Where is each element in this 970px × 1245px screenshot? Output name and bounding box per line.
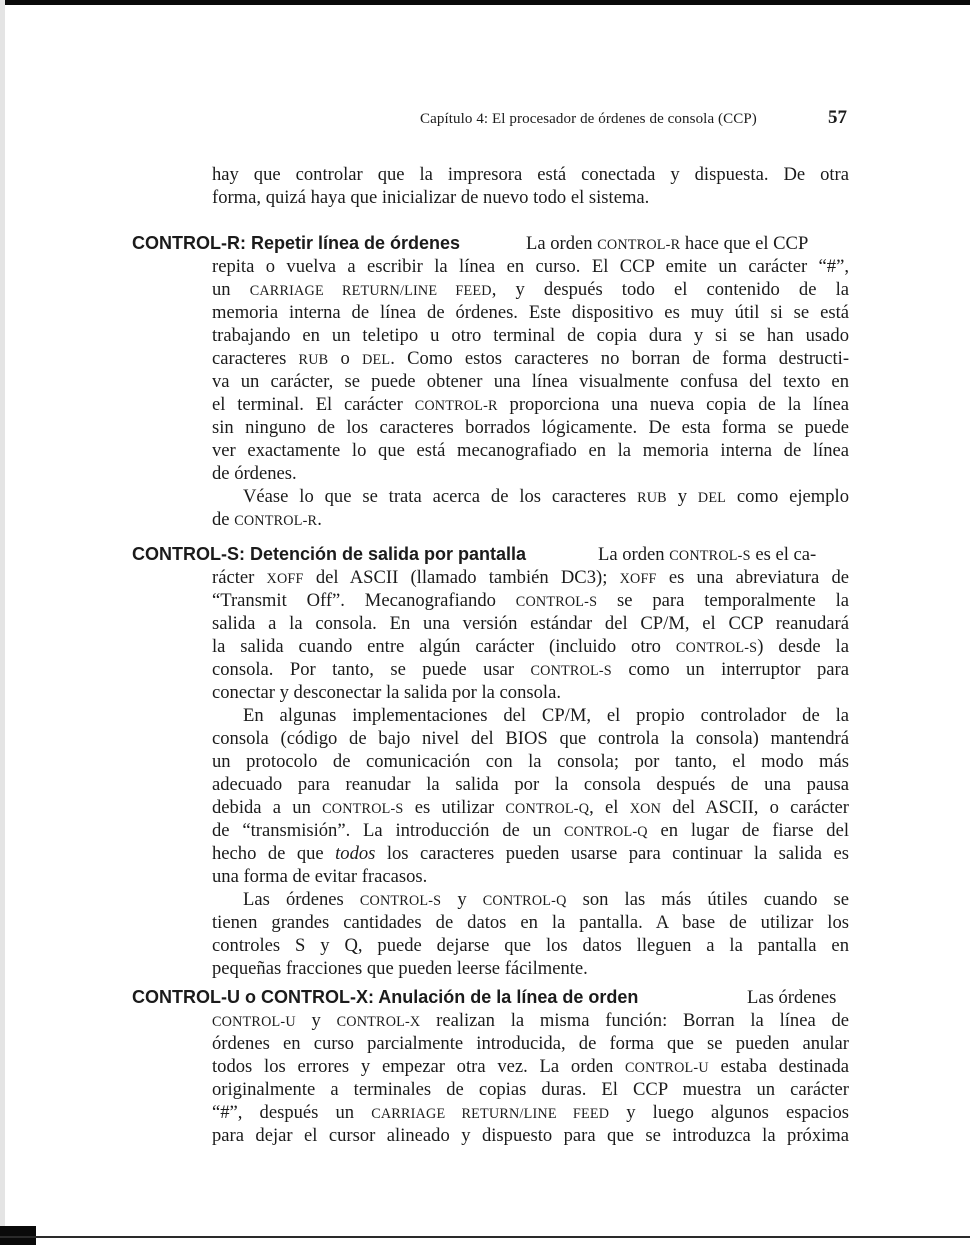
section-s-p3-line-4: pequeñas fracciones que pueden leerse fácilmente.: [212, 958, 588, 979]
scan-top-border: [0, 0, 970, 5]
section-s-p2-line-7: hecho de que todos los caracteres pueden usarse para continuar la salida es: [212, 843, 849, 864]
section-r-heading: CONTROL-R: Repetir línea de órdenes: [132, 233, 461, 253]
section-s-line-2: rácter XOFF del ASCII (llamado también DC3); XOFF es una abreviatura de: [212, 567, 849, 588]
section-r-line-10: ver exactamente lo que está mecanografiado en la memoria interna de línea: [212, 440, 849, 461]
section-u-line-7: para dejar el cursor alineado y dispuesto para que se introduzca la próxima: [212, 1125, 849, 1146]
section-u-heading: CONTROL-U o CONTROL-X: Anulación de la línea de orden: [132, 987, 639, 1007]
scan-spine-shadow: [0, 0, 5, 1245]
section-r-line-2: repita o vuelva a escribir la línea en curso. El CCP emite un carácter “#”,: [212, 256, 849, 277]
page-number: 57: [828, 107, 847, 128]
section-s-heading: CONTROL-S: Detención de salida por pantalla: [132, 544, 527, 564]
section-r-line-4: memoria interna de línea de órdenes. Este dispositivo es muy útil si se está: [212, 302, 849, 323]
section-s-p2-line-5: debida a un CONTROL-S es utilizar CONTROL-Q, el XON del ASCII, o carácter: [212, 797, 849, 818]
section-s-line-4: salida a la consola. En una versión estándar del CP/M, el CCP reanudará: [212, 613, 849, 634]
intro-line-1: hay que controlar que la impresora está conectada y dispuesta. De otra: [212, 164, 849, 185]
section-s-p2-line-8: una forma de evitar fracasos.: [212, 866, 428, 887]
section-r-line-5: trabajando en un teletipo u otro terminal de copia dura y si se han usado: [212, 325, 849, 346]
section-s-p3-line-2: tienen grandes cantidades de datos en la pantalla. A base de utilizar los: [212, 912, 849, 933]
section-r-line-9: sin ninguno de los caracteres borrados lógicamente. De esta forma se puede: [212, 417, 849, 438]
section-s-p2-line-6: de “transmisión”. La introducción de un CONTROL-Q en lugar de fiarse del: [212, 820, 849, 841]
section-u-line-3: órdenes en curso parcialmente introducida, de forma que se pueden anular: [212, 1033, 849, 1054]
section-s-line-5: la salida cuando entre algún carácter (incluido otro CONTROL-S) desde la: [212, 636, 849, 657]
section-s-line-3: “Transmit Off”. Mecanografiando CONTROL-S se para temporalmente la: [212, 590, 850, 611]
section-s-p2-line-2: consola (código de bajo nivel del BIOS que controla la consola) mantendrá: [212, 728, 849, 749]
section-s-line-7: conectar y desconectar la salida por la consola.: [212, 682, 561, 703]
section-r-line-6: caracteres RUB o DEL. Como estos caracteres no borran de forma destructi-: [212, 348, 850, 369]
section-s-p3-line-1: Las órdenes CONTROL-S y CONTROL-Q son las más útiles cuando se: [243, 889, 850, 910]
section-r-line-8: el terminal. El carácter CONTROL-R proporciona una nueva copia de la línea: [212, 394, 849, 415]
section-u-line-6: “#”, después un CARRIAGE RETURN/LINE FEED y luego algunos espacios: [212, 1102, 849, 1123]
running-header: Capítulo 4: El procesador de órdenes de consola (CCP): [420, 111, 757, 127]
section-r-line-11: de órdenes.: [212, 463, 297, 484]
section-r-line-3: un CARRIAGE RETURN/LINE FEED, y después todo el contenido de la: [212, 279, 849, 300]
section-s-p3-line-3: controles S y Q, puede dejarse que los datos lleguen a la pantalla en: [212, 935, 849, 956]
section-r-p2-line-1: Véase lo que se trata acerca de los caracteres RUB y DEL como ejemplo: [243, 486, 849, 507]
section-u-line-1: CONTROL-U o CONTROL-X: Anulación de la línea de orden Las órdenes: [132, 987, 837, 1008]
intro-line-2: forma, quizá haya que inicializar de nuevo todo el sistema.: [212, 187, 650, 208]
section-r-line-7: va un carácter, se puede obtener una línea visualmente confusa del texto en: [212, 371, 849, 392]
section-s-line-1: CONTROL-S: Detención de salida por pantalla La orden CONTROL-S es el ca-: [132, 544, 817, 565]
section-s-p2-line-4: adecuado para reanudar la salida por la consola después de una pausa: [212, 774, 849, 795]
section-r-p2-line-2: de CONTROL-R.: [212, 509, 322, 530]
section-s-line-6: consola. Por tanto, se puede usar CONTROL-S como un interruptor para: [212, 659, 849, 680]
scan-bottom-edge: [0, 1236, 970, 1238]
section-u-line-2: CONTROL-U y CONTROL-X realizan la misma función: Borran la línea de: [212, 1010, 850, 1031]
section-s-p2-line-1: En algunas implementaciones del CP/M, el propio controlador de la: [243, 705, 849, 726]
section-u-line-4: todos los errores y empezar otra vez. La orden CONTROL-U estaba destinada: [212, 1056, 849, 1077]
section-u-line-5: originalmente a terminales de copias duras. El CCP muestra un carácter: [212, 1079, 849, 1100]
section-s-p2-line-3: un protocolo de comunicación con la consola; por tanto, el modo más: [212, 751, 849, 772]
section-r-line-1: CONTROL-R: Repetir línea de órdenes La orden CONTROL-R hace que el CCP: [132, 233, 809, 254]
